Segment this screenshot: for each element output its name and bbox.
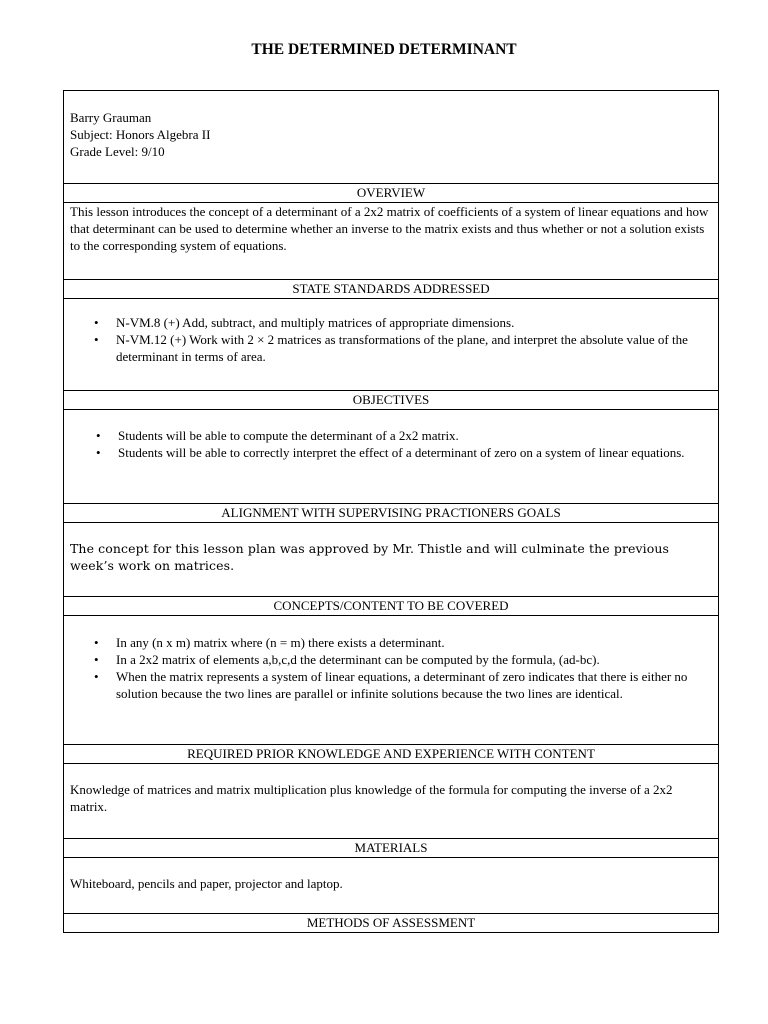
objectives-heading-row: [64, 391, 719, 410]
materials-heading-row: [64, 839, 719, 858]
list-item: • N-VM.8 (+) Add, subtract, and multiply matrices of appropriate dimensions.: [116, 314, 712, 331]
standards-body-row: [64, 299, 719, 391]
alignment-text: The concept for this lesson plan was approved by Mr. Thistle and will culminate the previous week’s work on matrices.: [64, 523, 719, 597]
standards-heading: STATE STANDARDS ADDRESSED: [64, 280, 719, 299]
assessment-heading-row: [64, 914, 719, 933]
overview-heading: OVERVIEW: [64, 184, 719, 203]
document-title: THE DETERMINED DETERMINANT: [251, 41, 517, 58]
list-item: • In a 2x2 matrix of elements a,b,c,d the determinant can be computed by the formula, (ad-bc).: [116, 651, 712, 668]
subject-line: Subject: Honors Algebra II: [70, 127, 211, 142]
materials-text: Whiteboard, pencils and paper, projector and laptop.: [64, 858, 719, 914]
overview-heading-row: [64, 184, 719, 203]
standards-heading-row: [64, 280, 719, 299]
objectives-cell: [64, 410, 719, 504]
concepts-heading: CONCEPTS/CONTENT TO BE COVERED: [64, 597, 719, 616]
overview-body-row: [64, 203, 719, 280]
alignment-heading: ALIGNMENT WITH SUPERVISING PRACTIONERS GOALS: [64, 504, 719, 523]
list-item: • In any (n x m) matrix where (n = m) there exists a determinant.: [116, 634, 712, 651]
list-item: • N-VM.12 (+) Work with 2 × 2 matrices as transformations of the plane, and interpret the absolute value of the determinant in terms of area.: [116, 331, 712, 365]
materials-body-row: [64, 858, 719, 914]
standards-cell: [64, 299, 719, 391]
author-row: [64, 91, 719, 184]
author-cell: [64, 91, 719, 184]
standards-list: [70, 314, 712, 365]
alignment-heading-row: [64, 504, 719, 523]
concepts-cell: [64, 616, 719, 745]
lesson-plan-table: [63, 90, 719, 933]
list-item: • When the matrix represents a system of linear equations, a determinant of zero indicates that there is either no solution because the two lines are parallel or infinite solutions because the two lines are identical.: [116, 668, 712, 702]
objectives-body-row: [64, 410, 719, 504]
concepts-body-row: [64, 616, 719, 745]
objectives-list: [70, 427, 712, 461]
prior-knowledge-text: Knowledge of matrices and matrix multiplication plus knowledge of the formula for computing the inverse of a 2x2 matrix.: [64, 764, 719, 839]
prior-knowledge-heading: REQUIRED PRIOR KNOWLEDGE AND EXPERIENCE WITH CONTENT: [64, 745, 719, 764]
author-name: Barry Grauman: [70, 110, 152, 125]
list-item: • Students will be able to compute the determinant of a 2x2 matrix.: [118, 427, 712, 444]
concepts-heading-row: [64, 597, 719, 616]
prior-knowledge-body-row: [64, 764, 719, 839]
concepts-list: [70, 634, 712, 702]
grade-level-line: Grade Level: 9/10: [70, 144, 165, 159]
prior-knowledge-heading-row: [64, 745, 719, 764]
list-item: • Students will be able to correctly interpret the effect of a determinant of zero on a system of linear equations.: [118, 444, 712, 461]
alignment-body-row: [64, 523, 719, 597]
assessment-heading: METHODS OF ASSESSMENT: [64, 914, 719, 933]
objectives-heading: OBJECTIVES: [64, 391, 719, 410]
overview-text: This lesson introduces the concept of a determinant of a 2x2 matrix of coefficients of a system of linear equations and how that determinant can be used to determine whether an inverse to the matrix exists and thus whether or not a solution exists to the corresponding system of equations.: [64, 203, 719, 280]
materials-heading: MATERIALS: [64, 839, 719, 858]
